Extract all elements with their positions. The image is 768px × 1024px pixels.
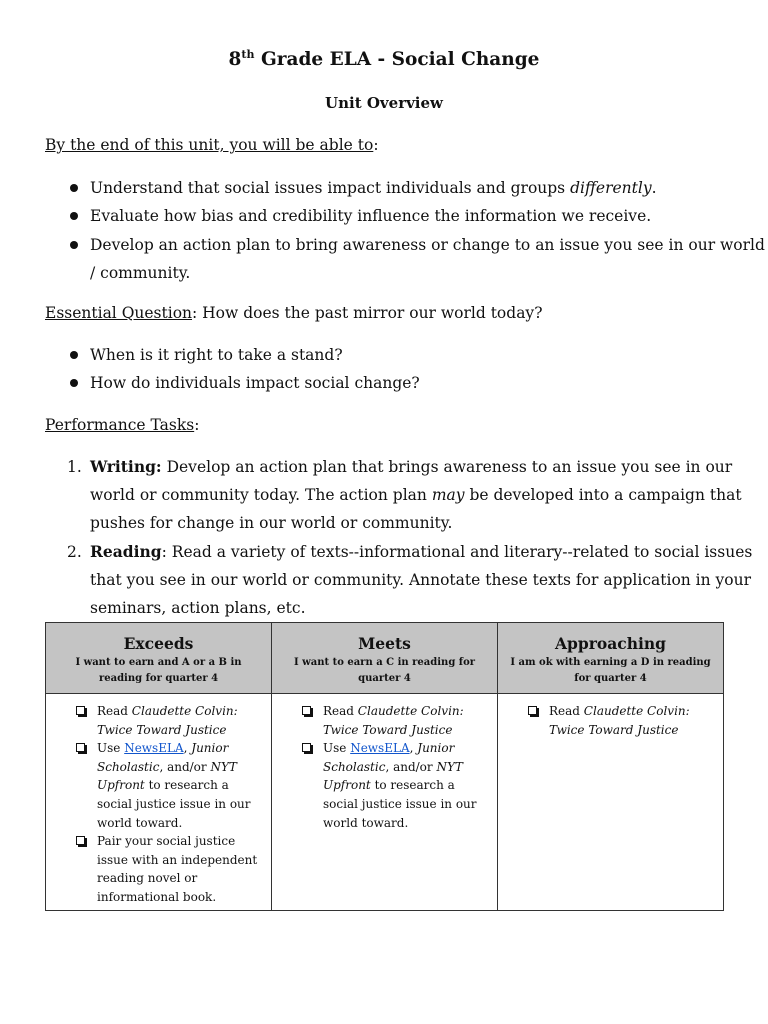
column-title: Approaching [555,634,666,653]
source-title: Junior Scholastic [97,741,229,774]
essential-item-text: When is it right to take a stand? [90,346,343,364]
task-heading: Reading [90,541,162,561]
objectives-lead-colon: : [373,136,379,154]
list-item [46,739,265,832]
task-number: 1. [67,458,82,476]
list-item [272,739,491,832]
title-grade-suffix: th [241,48,255,61]
newsela-link[interactable]: NewsELA [350,741,410,756]
item-text: , and/or [159,759,211,774]
objectives-list [45,174,768,287]
task-text: be developed into a campaign that pushes for change in our world or community. [90,486,742,533]
objectives-lead-underlined: By the end of this unit, you will be able to [45,136,374,154]
item-text: , [183,741,192,756]
objectives-lead [45,136,379,154]
newsela-link[interactable]: NewsELA [124,741,184,756]
column-description: I want to earn a C in reading for quarter 4 [293,657,476,684]
performance-tasks-label [45,416,199,434]
item-text: to research a social justice issue in our world toward. [97,778,251,830]
item-text: , [409,741,418,756]
essential-question [45,304,543,322]
column-description: I am ok with earning a D in reading for quarter 4 [510,657,711,684]
title-text: Grade ELA - Social Change [254,49,540,71]
essential-item [45,341,768,369]
list-item [46,702,265,739]
checkbox-icon [528,706,537,715]
task-emphasis: may [431,486,465,505]
essential-question-text: : How does the past mirror our world today? [192,304,543,322]
item-text: Read [323,704,358,718]
item-text: Use [323,741,351,756]
task-item [45,453,768,538]
source-title: Junior Scholastic [323,741,455,774]
table-row [46,694,724,911]
item-text: Read [97,704,132,718]
source-title: NYT Upfront [97,759,237,793]
objective-emphasis: differently [570,179,652,197]
objective-text: Develop an action plan to bring awareness or change to an issue you see in our world / community. [90,235,765,282]
task-heading: Writing: [90,457,162,476]
column-title: Meets [358,634,411,653]
checkbox-icon [76,836,85,845]
objective-item [45,174,768,202]
table-header-row [46,623,724,694]
exceeds-checklist [46,702,271,907]
list-item [272,702,491,739]
grade-expectations-table [45,622,724,911]
task-item [45,538,768,623]
item-text: , and/or [385,759,437,774]
exceeds-cell [46,694,272,911]
list-item [46,832,265,906]
checkbox-icon [76,706,85,715]
task-text: Develop an action plan that brings awareness to an issue you see in our world or community today. The action plan [90,458,733,505]
checkbox-icon [76,743,85,752]
document-title [0,48,768,70]
meets-cell [272,694,498,911]
checkbox-icon [302,743,311,752]
objective-text: Evaluate how bias and credibility influence the information we receive. [90,207,652,226]
essential-item [45,369,768,397]
column-title: Exceeds [123,634,194,653]
task-number: 2. [67,542,82,561]
title-grade-number: 8 [228,49,242,71]
item-text: Read [549,704,584,718]
meets-checklist [272,702,497,832]
book-title: Claudette Colvin: Twice Toward Justice [549,704,690,737]
item-text: Pair your social justice issue with an independent reading novel or informational book. [97,834,258,904]
column-header-approaching [498,623,724,694]
essential-question-label: Essential Question [45,304,193,322]
essential-list [45,341,768,398]
approaching-cell [498,694,724,911]
book-title: Claudette Colvin: Twice Toward Justice [97,704,238,737]
approaching-checklist [498,702,723,739]
performance-tasks-underlined: Performance Tasks [45,416,195,434]
column-description: I want to earn and A or a B in reading for quarter 4 [75,657,242,684]
list-item [498,702,717,739]
objective-item [45,202,768,230]
performance-tasks-colon: : [194,416,200,434]
column-header-meets [272,623,498,694]
column-header-exceeds [46,623,272,694]
objective-tail: . [651,179,657,197]
essential-item-text: How do individuals impact social change? [90,374,420,393]
item-text: to research a social justice issue in our world toward. [323,778,477,830]
item-text: Use [97,741,125,756]
book-title: Claudette Colvin: Twice Toward Justice [323,704,464,737]
document-subtitle: Unit Overview [325,94,443,112]
checkbox-icon [302,706,311,715]
task-text: : Read a variety of texts--informational and literary--related to social issues that you see in our world or community. Annotate these texts for application in your seminars, action plans, etc. [90,542,753,618]
objective-text: Understand that social issues impact individuals and groups [90,179,571,197]
performance-tasks-list [45,453,768,622]
source-title: NYT Upfront [323,759,463,793]
objective-item [45,231,768,288]
